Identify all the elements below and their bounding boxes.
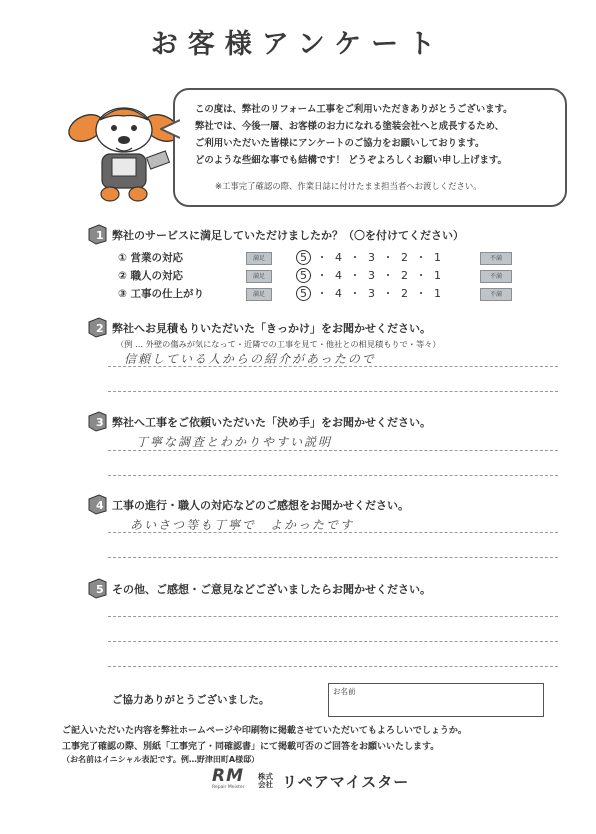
rating-options[interactable]: ・ 4 ・ 3 ・ 2 ・ 1 <box>316 287 443 300</box>
satisfied-badge: 満足 <box>246 252 272 265</box>
answer-line <box>108 475 558 476</box>
question-number: 5 <box>96 583 104 596</box>
intro-line: この度は、弊社のリフォーム工事をご利用いただきありがとうございます。 <box>195 104 513 115</box>
selected-rating[interactable]: 5 <box>296 268 311 283</box>
question-5-text: その他、ご感想・ご意見などございましたらお聞かせください。 <box>112 583 431 596</box>
answer-4[interactable]: あいさつ等も丁寧で よかったです <box>130 518 355 532</box>
intro-line: 弊社では、今後一層、お客様のお力になれる塗装会社へと成長するため、 <box>195 121 505 132</box>
rating-scale-finish <box>296 285 443 301</box>
bubble-tail <box>160 118 180 140</box>
rating-scale-sales <box>296 249 443 265</box>
dissatisfied-badge: 不満 <box>480 288 512 301</box>
company-type <box>258 773 273 789</box>
answer-line <box>108 666 558 667</box>
selected-rating[interactable]: 5 <box>296 286 311 301</box>
rating-label-sales: ① 営業の対応 <box>118 252 184 264</box>
question-number: 1 <box>96 229 104 242</box>
answer-line <box>108 557 558 558</box>
company-type-1: 株式 <box>258 772 273 781</box>
answer-line <box>108 641 558 642</box>
answer-line <box>108 616 558 617</box>
answer-line <box>108 450 558 451</box>
question-3-text: 弊社へ工事をご依頼いただいた「決め手」をお聞かせください。 <box>112 416 431 429</box>
thanks-text: ご協力ありがとうございました。 <box>112 694 270 706</box>
answer-line <box>108 366 558 367</box>
rating-label-finish: ③ 工事の仕上がり <box>118 288 205 300</box>
intro-note: ※工事完了確認の際、作業日誌に付けたまま担当者へお渡しください。 <box>215 181 482 191</box>
intro-line: ご利用いただいた皆様にアンケートのご協力をお願いしております。 <box>195 138 485 149</box>
satisfied-badge: 満足 <box>246 270 272 283</box>
answer-line <box>108 532 558 533</box>
rating-options[interactable]: ・ 4 ・ 3 ・ 2 ・ 1 <box>316 269 443 282</box>
company-logo <box>212 768 252 792</box>
logo-sub: Repair Meister <box>212 785 245 790</box>
dog-mascot-icon <box>64 98 184 208</box>
intro-line: どのような些細な事でも結構です！ どうぞよろしくお願い申し上げます。 <box>195 155 507 166</box>
question-number: 3 <box>96 416 104 429</box>
answer-2[interactable]: 信頼している人からの紹介があったので <box>124 352 376 366</box>
question-2-text: 弊社へお見積もりいただいた「きっかけ」をお聞かせください。 <box>112 322 431 335</box>
footer-line: 工事完了確認の際、別紙「工事完了・同確認書」にて掲載可否のご回答をお願いいたします。 <box>62 742 440 752</box>
answer-3[interactable]: 丁寧な調査とわかりやすい説明 <box>136 435 333 449</box>
logo-mark: RM <box>212 766 245 786</box>
cube-number-icon <box>86 493 108 515</box>
cube-number-icon <box>86 410 108 432</box>
question-4-text: 工事の進行・職人の対応などのご感想をお聞かせください。 <box>112 499 409 512</box>
name-field[interactable] <box>328 683 544 717</box>
dissatisfied-badge: 不満 <box>480 252 512 265</box>
footer-note: （お名前はイニシャル表記です。例…野津田町A様邸） <box>62 755 260 764</box>
cube-number-icon <box>86 223 108 245</box>
cube-number-icon <box>86 316 108 338</box>
dissatisfied-badge: 不満 <box>480 270 512 283</box>
question-number: 4 <box>96 499 104 512</box>
company-name: リペアマイスター <box>282 773 410 791</box>
satisfied-badge: 満足 <box>246 288 272 301</box>
rating-scale-craftsman <box>296 267 443 283</box>
name-label: お名前 <box>333 687 356 696</box>
question-1-text: 弊社のサービスに満足していただけましたか？（〇を付けてください） <box>112 229 464 242</box>
answer-line <box>108 391 558 392</box>
company-type-2: 会社 <box>258 780 273 789</box>
intro-text <box>195 101 567 169</box>
rating-label-craftsman: ② 職人の対応 <box>118 270 184 282</box>
selected-rating[interactable]: 5 <box>296 250 311 265</box>
page-title: お客様アンケート <box>150 29 446 60</box>
question-2-hint: （例 … 外壁の傷みが気になって・近隣での工事を見て・他社との相見積もりで・等々） <box>116 339 441 349</box>
question-number: 2 <box>96 322 104 335</box>
cube-number-icon <box>86 577 108 599</box>
footer-line: ご記入いただいた内容を弊社ホームページや印刷物に掲載させていただいてもよろしいでしょうか。 <box>62 726 467 736</box>
rating-options[interactable]: ・ 4 ・ 3 ・ 2 ・ 1 <box>316 251 443 264</box>
